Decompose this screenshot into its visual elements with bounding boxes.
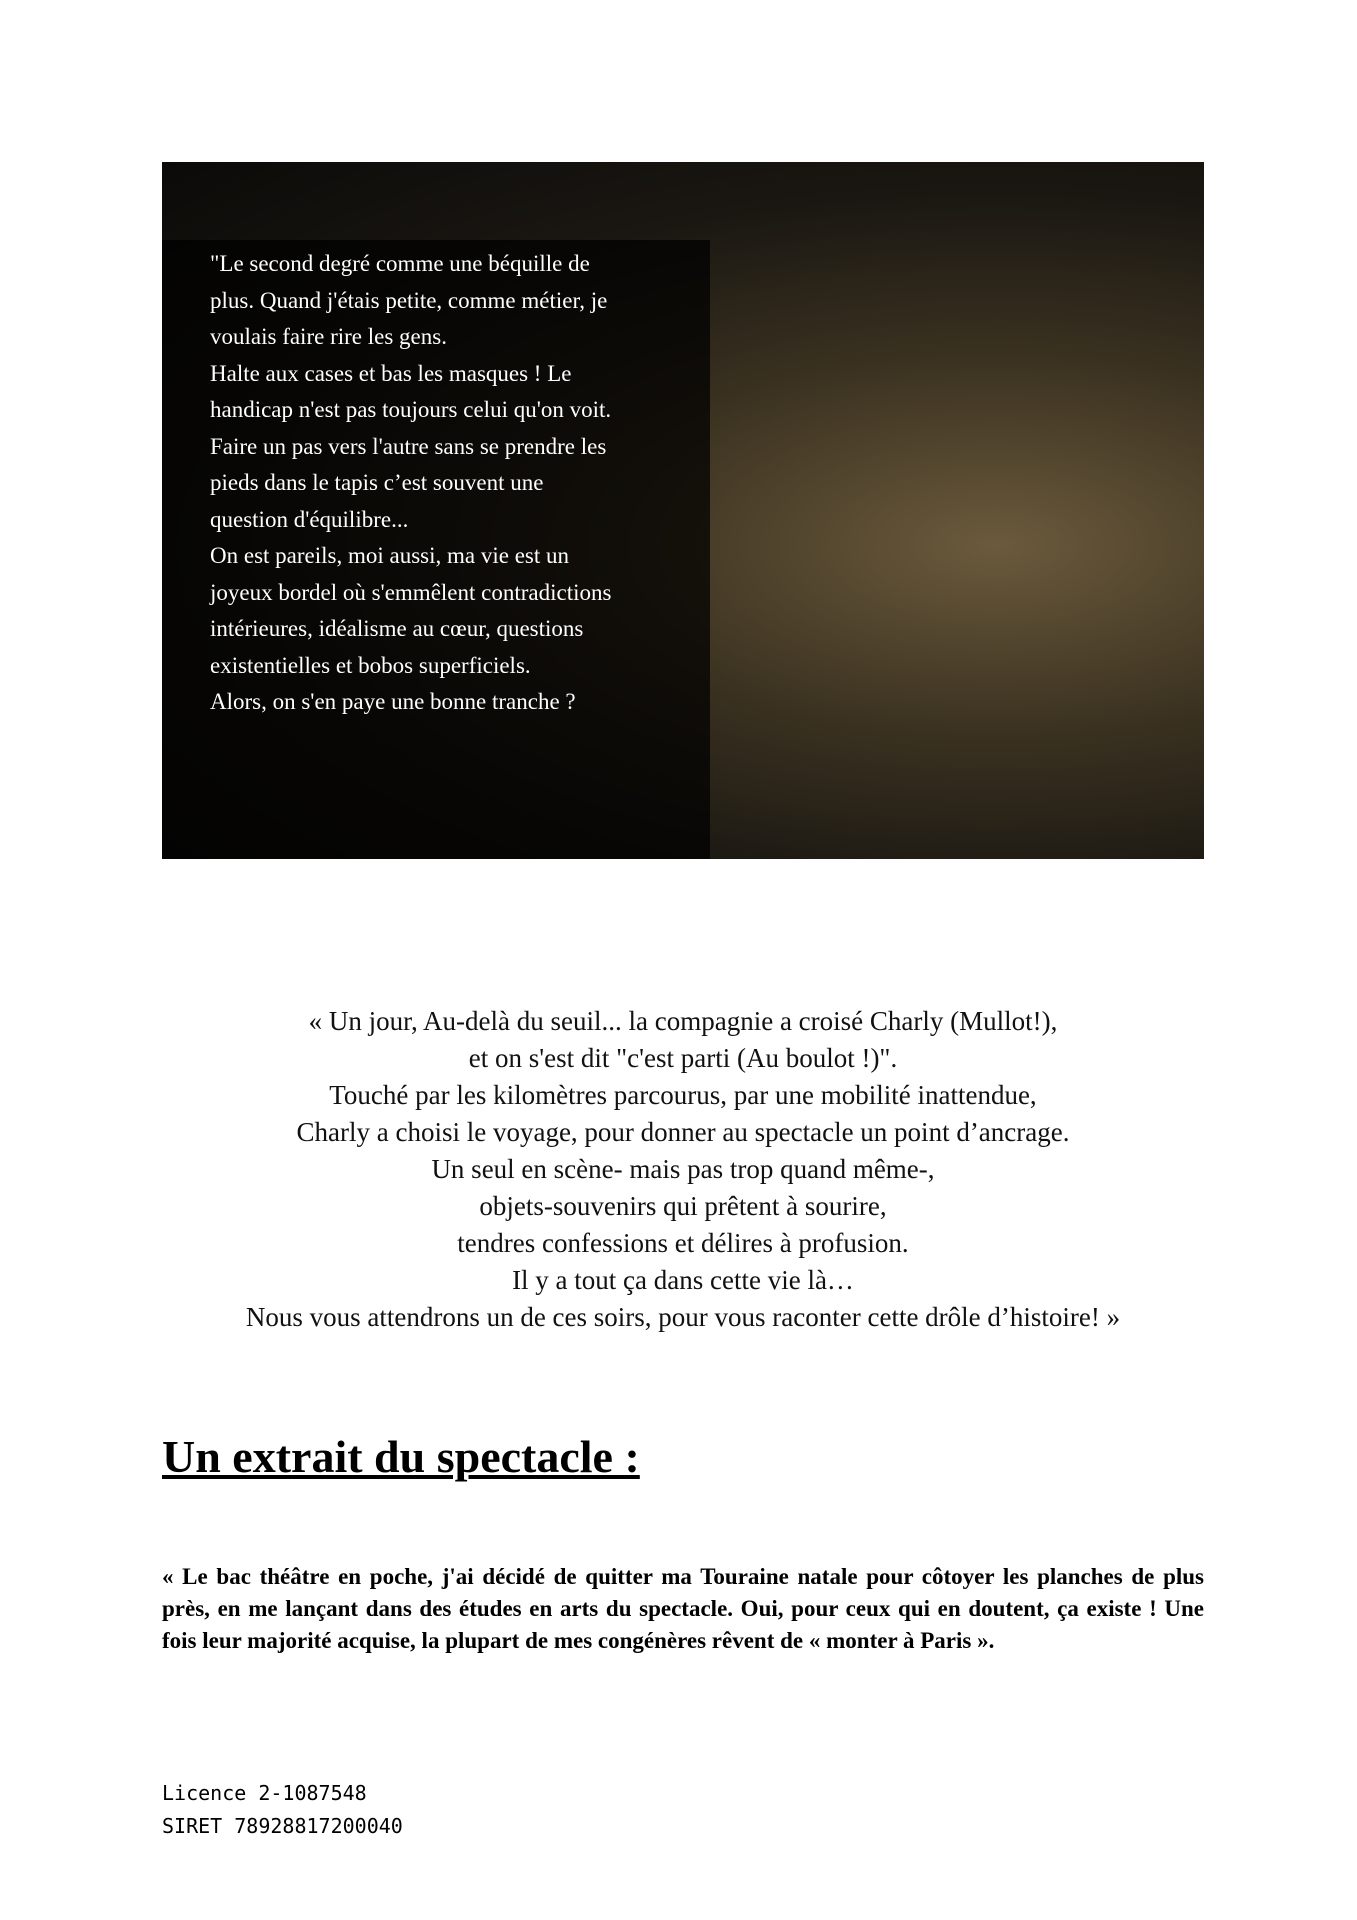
footer	[162, 1777, 403, 1843]
poem	[162, 1003, 1204, 1336]
poem-line: tendres confessions et délires à profusion.	[457, 1228, 909, 1258]
poem-line: et on s'est dit "c'est parti (Au boulot !)".	[468, 1043, 898, 1073]
licence-number: Licence 2-1087548	[162, 1781, 367, 1805]
poem-line: objets-souvenirs qui prêtent à sourire,	[479, 1191, 887, 1221]
poem-line: Touché par les kilomètres parcourus, par une mobilité inattendue,	[329, 1080, 1037, 1110]
poem-line: « Un jour, Au-delà du seuil... la compagnie a croisé Charly (Mullot!),	[308, 1006, 1058, 1036]
poem-line: Nous vous attendrons un de ces soirs, pour vous raconter cette drôle d’histoire! »	[245, 1302, 1121, 1332]
section-heading: Un extrait du spectacle :	[162, 1431, 640, 1482]
poem-line: Un seul en scène- mais pas trop quand même-,	[431, 1154, 935, 1184]
poem-line: Il y a tout ça dans cette vie là…	[512, 1265, 854, 1295]
photo-quote: "Le second degré comme une béquille de plus. Quand j'étais petite, comme métier, je voulais faire rire les gens. Halte aux cases et bas les masques ! Le handicap n'est pas toujours celui qu'on voit. Faire un pas vers l'autre sans se prendre les pieds dans le tapis c’est souvent une question d'équilibre... On est pareils, moi aussi, ma vie est un joyeux bordel où s'emmêlent contradictions intérieures, idéalisme au cœur, questions existentielles et bobos superficiels. Alors, on s'en paye une bonne tranche ?	[210, 251, 612, 714]
excerpt-paragraph: « Le bac théâtre en poche, j'ai décidé de quitter ma Touraine natale pour côtoyer les planches de plus près, en me lançant dans des études en arts du spectacle. Oui, pour ceux qui en doutent, ça existe ! Une fois leur majorité acquise, la plupart de mes congénères rêvent de « monter à Paris ».	[162, 1564, 1204, 1653]
poem-line: Charly a choisi le voyage, pour donner au spectacle un point d’ancrage.	[296, 1117, 1070, 1147]
performer-photo	[162, 162, 1204, 859]
siret-number: SIRET 78928817200040	[162, 1814, 403, 1838]
